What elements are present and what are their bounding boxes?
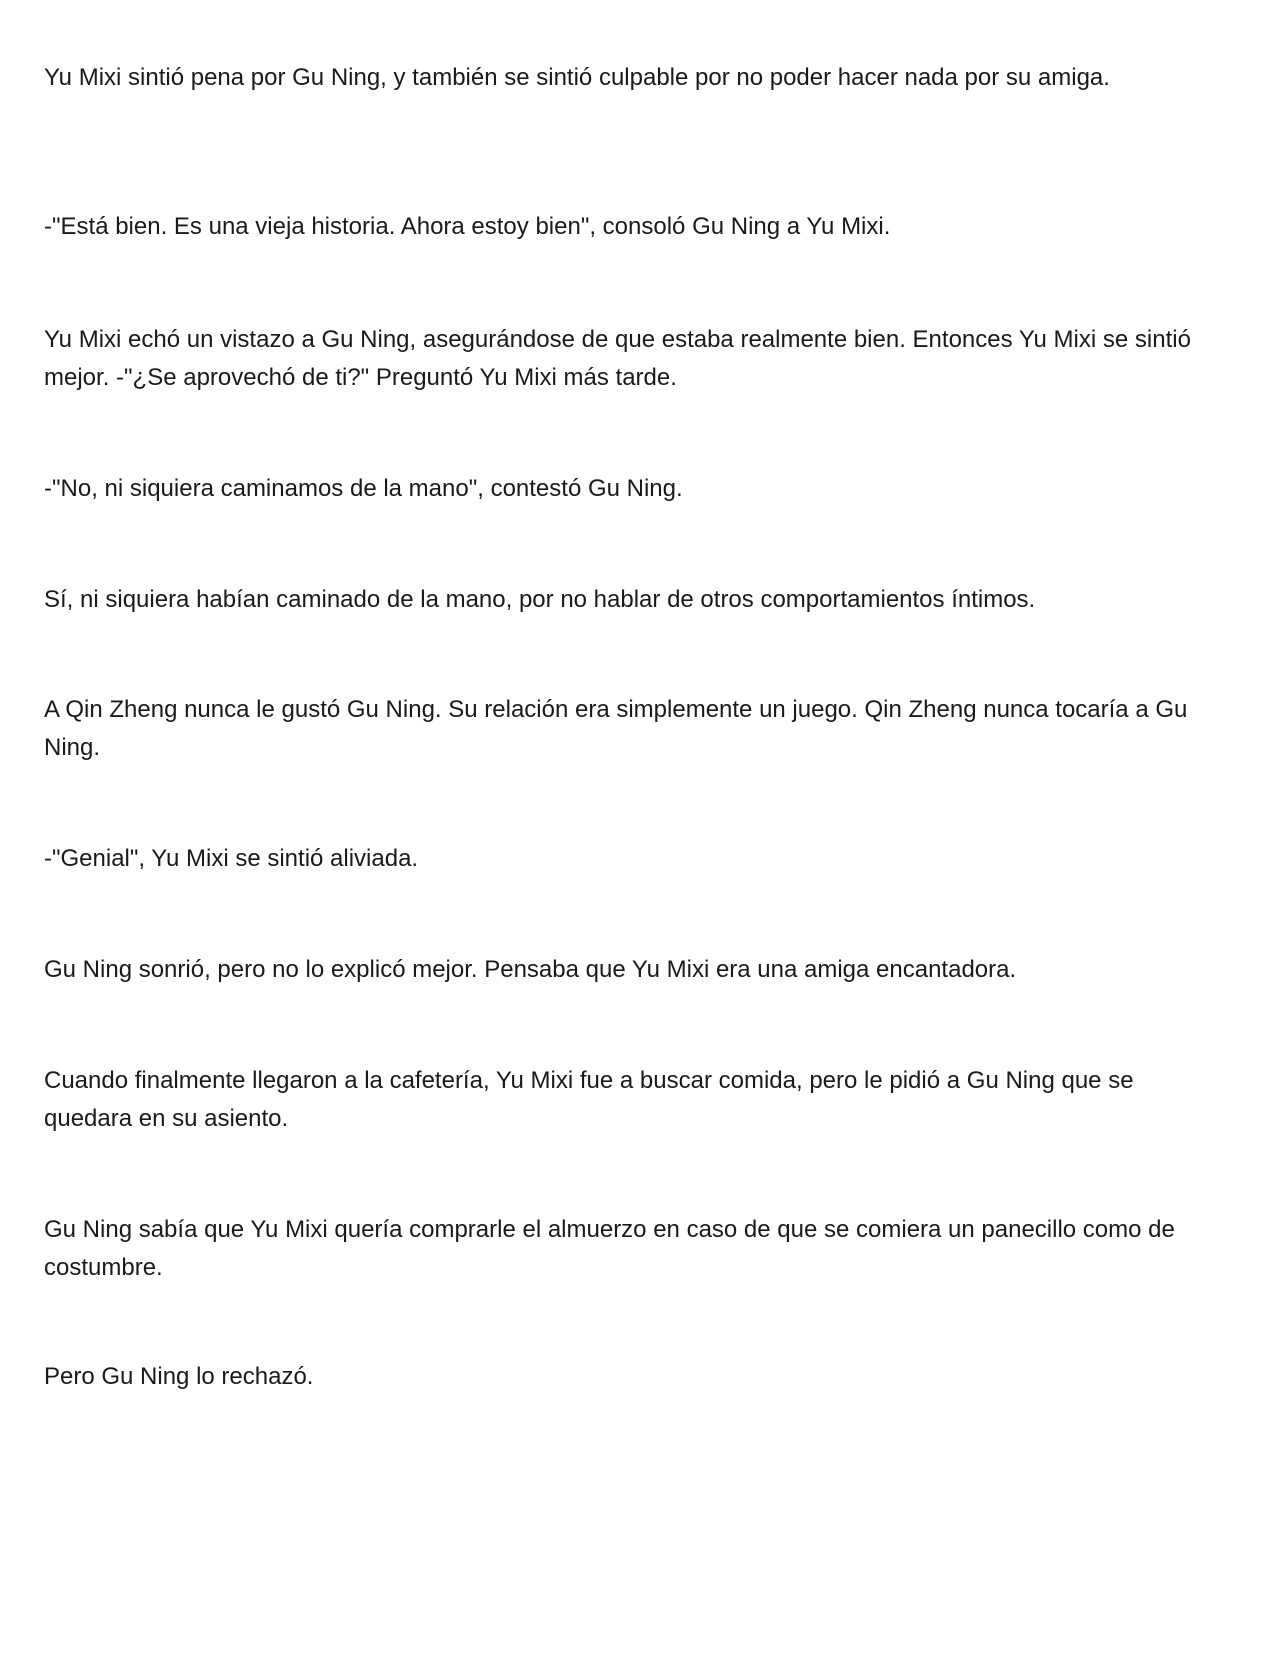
paragraph: -"No, ni siquiera caminamos de la mano", contestó Gu Ning.	[44, 475, 683, 502]
paragraph: A Qin Zheng nunca le gustó Gu Ning. Su relación era simplemente un juego. Qin Zheng nunca tocaría a Gu Ning.	[44, 696, 1188, 761]
paragraph: Gu Ning sabía que Yu Mixi quería comprarle el almuerzo en caso de que se comiera un panecillo como de costumbre.	[44, 1216, 1175, 1281]
paragraph: Gu Ning sonrió, pero no lo explicó mejor. Pensaba que Yu Mixi era una amiga encantadora.	[44, 956, 1017, 983]
paragraph: Sí, ni siquiera habían caminado de la mano, por no hablar de otros comportamientos íntimos.	[44, 586, 1036, 613]
paragraph: Pero Gu Ning lo rechazó.	[44, 1363, 314, 1390]
paragraph: Cuando finalmente llegaron a la cafetería, Yu Mixi fue a buscar comida, pero le pidió a Gu Ning que se quedara en su asiento.	[44, 1067, 1134, 1132]
paragraph: Yu Mixi sintió pena por Gu Ning, y también se sintió culpable por no poder hacer nada por su amiga.	[44, 64, 1110, 91]
paragraph: -"Genial", Yu Mixi se sintió aliviada.	[44, 845, 419, 872]
paragraph: -"Está bien. Es una vieja historia. Ahora estoy bien", consoló Gu Ning a Yu Mixi.	[44, 213, 891, 240]
paragraph: Yu Mixi echó un vistazo a Gu Ning, asegurándose de que estaba realmente bien. Entonces Yu Mixi se sintió mejor. -"¿Se aprovechó de ti?" Preguntó Yu Mixi más tarde.	[44, 326, 1191, 391]
